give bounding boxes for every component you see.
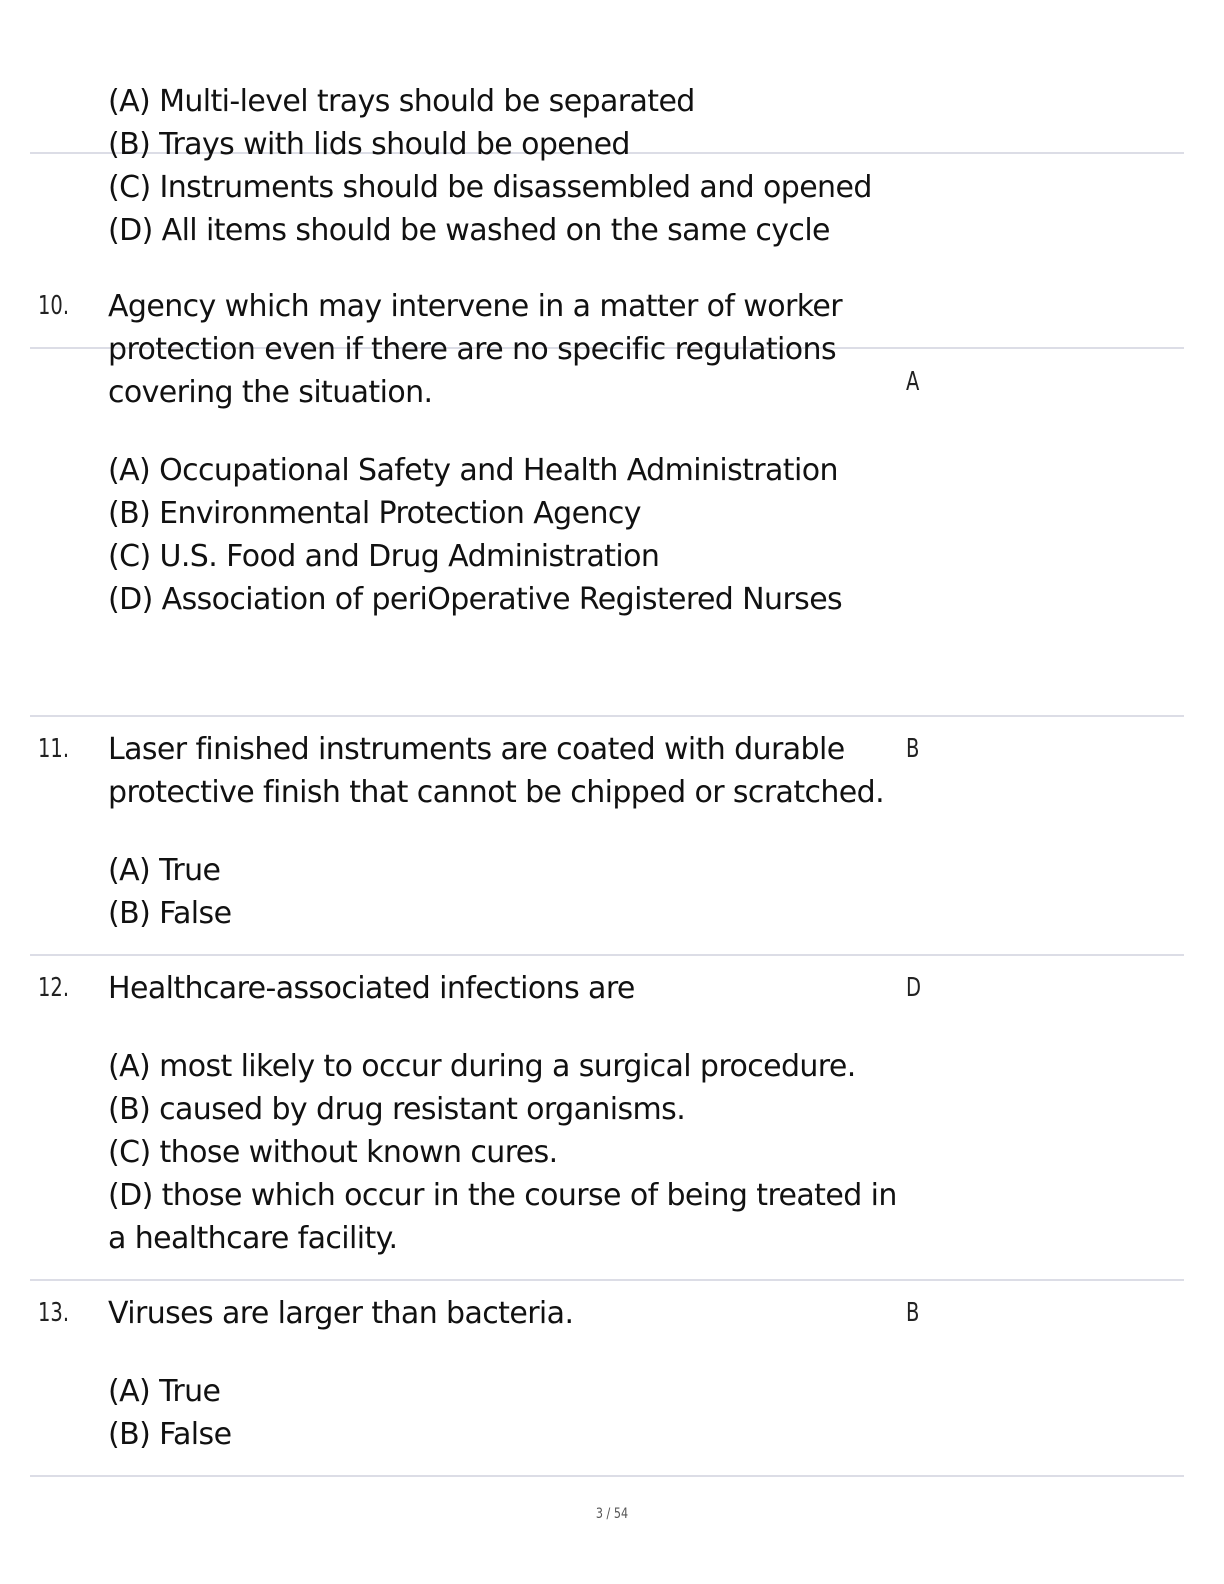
option-a: (A) True	[108, 853, 221, 888]
option-d: (D) All items should be washed on the same cycle	[108, 213, 830, 248]
option-a: (A) True	[108, 1374, 221, 1409]
option-b: (B) caused by drug resistant organisms.	[108, 1092, 686, 1127]
row-divider	[30, 1279, 1184, 1281]
answer-key: A	[906, 367, 920, 397]
answer-key: B	[906, 734, 920, 764]
question-text: Viruses are larger than bacteria.	[108, 1296, 574, 1331]
question-number: 12.	[38, 973, 70, 1003]
question-number: 13.	[38, 1298, 70, 1328]
option-b: (B) False	[108, 896, 232, 931]
option-b: (B) Environmental Protection Agency	[108, 496, 641, 531]
question-text: Agency which may intervene in a matter of worker	[108, 289, 843, 324]
option-c: (C) U.S. Food and Drug Administration	[108, 539, 660, 574]
answer-key: B	[906, 1298, 920, 1328]
option-a: (A) Occupational Safety and Health Administration	[108, 453, 838, 488]
question-number: 11.	[38, 734, 70, 764]
option-d: (D) Association of periOperative Registered Nurses	[108, 582, 843, 617]
row-divider	[30, 715, 1184, 717]
option-c: (C) Instruments should be disassembled and opened	[108, 170, 872, 205]
option-b: (B) False	[108, 1417, 232, 1452]
question-text: protection even if there are no specific regulations	[108, 332, 836, 367]
option-a: (A) Multi-level trays should be separated	[108, 84, 695, 119]
question-text: Laser finished instruments are coated with durable	[108, 732, 845, 767]
row-divider	[30, 1475, 1184, 1477]
question-text: protective finish that cannot be chipped or scratched.	[108, 775, 885, 810]
question-text: covering the situation.	[108, 375, 433, 410]
option-b: (B) Trays with lids should be opened	[108, 127, 630, 162]
option-d: (D) those which occur in the course of being treated in	[108, 1178, 897, 1213]
option-c: (C) those without known cures.	[108, 1135, 558, 1170]
answer-key: D	[906, 973, 922, 1003]
question-text: Healthcare-associated infections are	[108, 971, 635, 1006]
question-number: 10.	[38, 291, 70, 321]
page-indicator: 3 / 54	[595, 1506, 629, 1522]
option-d-continued: a healthcare facility.	[108, 1221, 398, 1256]
option-a: (A) most likely to occur during a surgical procedure.	[108, 1049, 856, 1084]
row-divider	[30, 954, 1184, 956]
